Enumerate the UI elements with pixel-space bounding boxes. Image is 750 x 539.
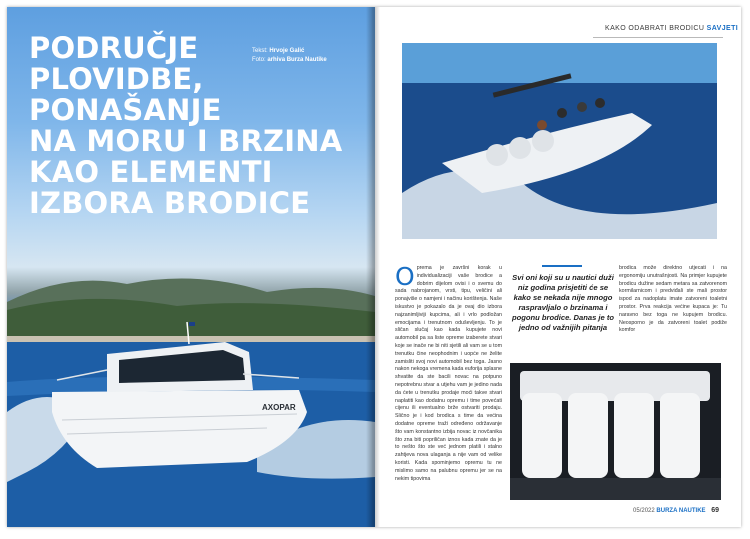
- headline-line: PLOVIDBE,: [29, 62, 204, 96]
- photo-source: arhiva Burza Nautike: [267, 57, 327, 63]
- author-name: Hrvoje Galić: [269, 48, 305, 54]
- water: [510, 478, 721, 500]
- outboard-engine: [509, 137, 531, 159]
- issue-number: 05/2022: [633, 508, 655, 514]
- outboard-engine: [532, 130, 554, 152]
- headline-line: NA MORU I BRZINA: [29, 124, 343, 158]
- section-label: KAKO ODABRATI BRODICU: [605, 25, 705, 32]
- shoreline: [7, 336, 375, 342]
- outboard-engine: [522, 393, 562, 478]
- flag: [189, 322, 195, 326]
- headline-line: PODRUČJE: [29, 31, 199, 65]
- boat-logo: AXOPAR: [262, 403, 296, 412]
- photo-credit: [252, 56, 327, 65]
- drop-cap: O: [395, 262, 415, 291]
- headline-line: KAO ELEMENTI: [29, 155, 273, 189]
- text-credit: [252, 47, 327, 56]
- boat-photo-left: [7, 262, 375, 527]
- outboard-engine: [614, 393, 654, 478]
- outboard-engine: [568, 393, 608, 478]
- outboard-engine: [486, 144, 508, 166]
- passenger: [537, 120, 547, 130]
- passenger: [595, 98, 605, 108]
- credit-label: Foto:: [252, 57, 266, 63]
- right-page: [375, 7, 741, 527]
- section-tag: SAVJETI: [706, 25, 739, 32]
- page-folio: [633, 507, 719, 514]
- body-column-2: [619, 265, 727, 335]
- section-header: [605, 25, 738, 32]
- header-rule: [593, 37, 723, 38]
- engines-photo: [510, 363, 721, 500]
- body-column-1: [395, 262, 502, 483]
- page-gutter: [366, 7, 380, 527]
- credit-label: Tekst:: [252, 48, 268, 54]
- outboard-engine: [660, 393, 700, 478]
- page-number: 69: [711, 507, 719, 514]
- boat-photo-top: [402, 43, 717, 239]
- body-text: prema je završni korak u individualizaciji vaše brodice a dobrim dijelom ovisi i o svemu do sada nabrojanom, vrsti, tipu, veličini ali ponajviše o namjeni i načinu korištenja. Naše iskustvo je pokazalo da je ovaj dio izbora najzanimljiviji kupcima, ali i vrlo podložan emocijama i trenutnom oduševljenju. To je sličan slučaj kao kada kupujete novi automobil pa sa liste opreme izaberete stvari koje se inače ne bi niti sjetili ali vam se u tom trenutku čine neophodnim i uopće ne želite zamisliti svoj novi automobil bez toga. Jasno nakon nekoga vremena kada euforija splasne shvatite da ste bacili novac na potpuno nepotrebnu stvar a utjehu vam je jedino nada da ćete u trenutku prodaje moći takve stvari naplatiti kao dodatnu opremu i time povećati cijenu ili eventualno brže ostvariti prodaju. Slično je i kod brodica s time da većina dodatne opreme traži određeno održavanje što vam konstantno izbija novac iz novčanika što zna biti popriličan iznos kada znate da je to nešto što ste već jednom platili i stalno zahtjeva nova ulaganja a nije vam od velike koristi. Kada spominjemo opremu tu ne mislimo samo na palubnu opremu jer se na nekim tipovima: [395, 265, 502, 482]
- headline-line: PONAŠANJE: [29, 93, 222, 127]
- body-text: brodica može direktno utjecati i na ergonomiju unutrašnjosti. Na primjer kupujete brodicu dužine sedam metara sa zatvorenom kormilarnicom i predviđali ste mali prostor ispod za nadoplatu imate zatvoreni toaletni prostor. Prva reakcija većine kupaca je: Tu naravno bez toga ne kupujem brodicu. Neosporno je da zatvoreni toalet podiže komfor: [619, 265, 727, 334]
- passenger: [557, 108, 567, 118]
- article-credits: [252, 47, 327, 65]
- pull-quote: Svi oni koji su u nautici duži niz godina prisjetiti će se kako se nekada nije mnogo raspravljalo o brzinama i pogonu brodice. Danas je to jedno od važnijih pitanja: [511, 273, 615, 332]
- passenger: [577, 102, 587, 112]
- pull-quote-rule: [542, 265, 582, 267]
- headline-line: IZBORA BRODICE: [29, 186, 311, 220]
- left-page: [7, 7, 375, 527]
- magazine-name: BURZA NAUTIKE: [656, 508, 706, 514]
